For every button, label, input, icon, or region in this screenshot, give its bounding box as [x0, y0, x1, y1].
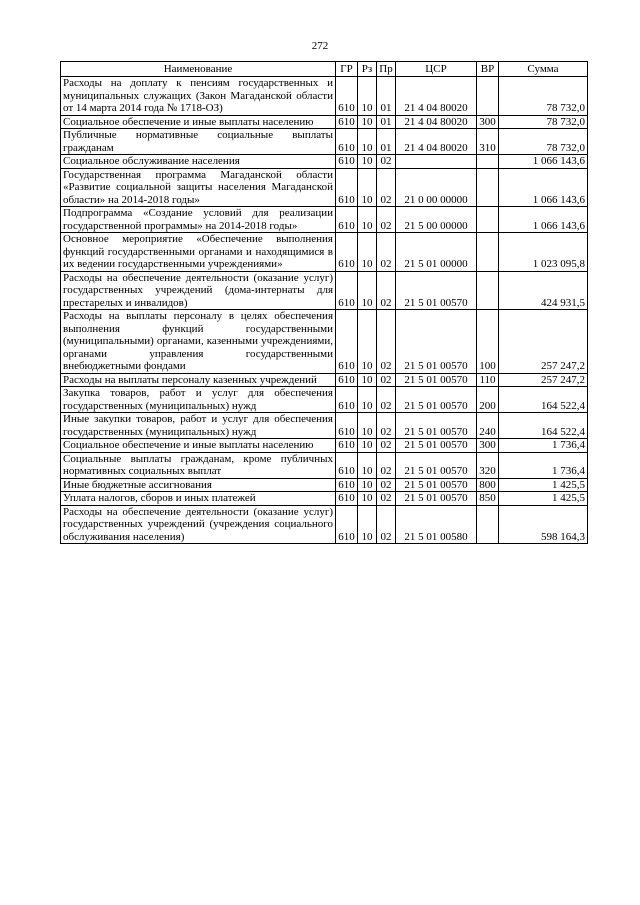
- cell-sum: 257 247,2: [499, 310, 588, 374]
- header-rz: Рз: [358, 62, 377, 77]
- cell-pr: 02: [377, 452, 396, 478]
- cell-csr: 21 4 04 80020: [396, 129, 477, 155]
- table-row: [61, 155, 588, 169]
- cell-gr: 610: [336, 505, 358, 544]
- cell-csr: 21 5 01 00580: [396, 505, 477, 544]
- cell-csr: 21 5 01 00000: [396, 233, 477, 272]
- cell-pr: 02: [377, 168, 396, 207]
- cell-csr: 21 0 00 00000: [396, 168, 477, 207]
- table-row: [61, 233, 588, 272]
- cell-name: Публичные нормативные социальные выплаты гражданам: [61, 129, 336, 155]
- header-name: Наименование: [61, 62, 336, 77]
- cell-gr: 610: [336, 271, 358, 310]
- cell-sum: 1 736,4: [499, 439, 588, 453]
- cell-gr: 610: [336, 310, 358, 374]
- cell-sum: 598 164,3: [499, 505, 588, 544]
- cell-vr: 850: [477, 492, 499, 506]
- cell-vr: [477, 155, 499, 169]
- cell-rz: 10: [358, 492, 377, 506]
- cell-gr: 610: [336, 413, 358, 439]
- cell-csr: 21 5 01 00570: [396, 492, 477, 506]
- cell-name: Социальное обслуживание населения: [61, 155, 336, 169]
- table-row: [61, 129, 588, 155]
- cell-name: Расходы на доплату к пенсиям государственных и муниципальных служащих (Закон Магаданской области от 14 марта 2014 года № 1718-ОЗ): [61, 77, 336, 116]
- table-row: [61, 505, 588, 544]
- cell-pr: 01: [377, 129, 396, 155]
- cell-sum: 1 066 143,6: [499, 207, 588, 233]
- cell-gr: 610: [336, 439, 358, 453]
- cell-name: Социальные выплаты гражданам, кроме публичных нормативных социальных выплат: [61, 452, 336, 478]
- cell-sum: 164 522,4: [499, 413, 588, 439]
- cell-gr: 610: [336, 233, 358, 272]
- cell-pr: 02: [377, 505, 396, 544]
- cell-gr: 610: [336, 492, 358, 506]
- cell-rz: 10: [358, 207, 377, 233]
- cell-pr: 02: [377, 207, 396, 233]
- cell-rz: 10: [358, 373, 377, 387]
- cell-pr: 02: [377, 271, 396, 310]
- cell-gr: 610: [336, 387, 358, 413]
- cell-pr: 02: [377, 373, 396, 387]
- cell-sum: 1 425,5: [499, 478, 588, 492]
- cell-vr: 110: [477, 373, 499, 387]
- cell-pr: 01: [377, 77, 396, 116]
- cell-name: Иные закупки товаров, работ и услуг для обеспечения государственных (муниципальных) нужд: [61, 413, 336, 439]
- cell-rz: 10: [358, 129, 377, 155]
- cell-csr: 21 5 01 00570: [396, 439, 477, 453]
- cell-vr: [477, 77, 499, 116]
- cell-csr: 21 5 01 00570: [396, 478, 477, 492]
- cell-vr: 240: [477, 413, 499, 439]
- cell-pr: 02: [377, 492, 396, 506]
- cell-sum: 164 522,4: [499, 387, 588, 413]
- cell-rz: 10: [358, 115, 377, 129]
- table-row: [61, 207, 588, 233]
- cell-csr: 21 5 01 00570: [396, 387, 477, 413]
- cell-name: Государственная программа Магаданской области «Развитие социальной защиты населения Магаданской области» на 2014-2018 годы»: [61, 168, 336, 207]
- table-body: [61, 77, 588, 544]
- cell-sum: 1 736,4: [499, 452, 588, 478]
- budget-table: [60, 61, 588, 544]
- cell-sum: 424 931,5: [499, 271, 588, 310]
- cell-vr: 310: [477, 129, 499, 155]
- table-row: [61, 115, 588, 129]
- cell-gr: 610: [336, 129, 358, 155]
- cell-name: Уплата налогов, сборов и иных платежей: [61, 492, 336, 506]
- cell-gr: 610: [336, 478, 358, 492]
- cell-pr: 02: [377, 233, 396, 272]
- page-number: 272: [311, 40, 329, 52]
- cell-csr: 21 5 01 00570: [396, 373, 477, 387]
- cell-vr: [477, 168, 499, 207]
- cell-name: Иные бюджетные ассигнования: [61, 478, 336, 492]
- cell-gr: 610: [336, 452, 358, 478]
- table-row: [61, 271, 588, 310]
- cell-name: Расходы на выплаты персоналу в целях обеспечения выполнения функций государственными (муниципальными) органами, казенными учреждениями, органами управления государственными внебюджетными фондами: [61, 310, 336, 374]
- cell-vr: 100: [477, 310, 499, 374]
- table-row: [61, 413, 588, 439]
- cell-sum: 78 732,0: [499, 115, 588, 129]
- table-row: [61, 168, 588, 207]
- cell-csr: 21 5 01 00570: [396, 413, 477, 439]
- cell-csr: 21 5 01 00570: [396, 452, 477, 478]
- cell-vr: 320: [477, 452, 499, 478]
- header-row: [61, 62, 588, 77]
- table-row: [61, 387, 588, 413]
- cell-name: Расходы на обеспечение деятельности (оказание услуг) государственных учреждений (учреждения социального обслуживания населения): [61, 505, 336, 544]
- table-row: [61, 77, 588, 116]
- cell-rz: 10: [358, 155, 377, 169]
- header-pr: Пр: [377, 62, 396, 77]
- cell-gr: 610: [336, 373, 358, 387]
- cell-pr: 02: [377, 155, 396, 169]
- cell-csr: 21 5 01 00570: [396, 310, 477, 374]
- table-row: [61, 452, 588, 478]
- table-row: [61, 478, 588, 492]
- cell-gr: 610: [336, 77, 358, 116]
- header-gr: ГР: [336, 62, 358, 77]
- cell-csr: [396, 155, 477, 169]
- cell-pr: 02: [377, 387, 396, 413]
- table-row: [61, 492, 588, 506]
- cell-vr: [477, 207, 499, 233]
- cell-name: Закупка товаров, работ и услуг для обеспечения государственных (муниципальных) нужд: [61, 387, 336, 413]
- cell-name: Расходы на обеспечение деятельности (оказание услуг) государственных учреждений (дома-интернаты для престарелых и инвалидов): [61, 271, 336, 310]
- table-row: [61, 373, 588, 387]
- cell-pr: 02: [377, 478, 396, 492]
- cell-pr: 02: [377, 413, 396, 439]
- cell-sum: 78 732,0: [499, 129, 588, 155]
- cell-rz: 10: [358, 439, 377, 453]
- cell-rz: 10: [358, 413, 377, 439]
- table-row: [61, 439, 588, 453]
- cell-gr: 610: [336, 115, 358, 129]
- cell-name: Расходы на выплаты персоналу казенных учреждений: [61, 373, 336, 387]
- cell-gr: 610: [336, 207, 358, 233]
- header-vr: ВР: [477, 62, 499, 77]
- cell-name: Социальное обеспечение и иные выплаты населению: [61, 439, 336, 453]
- cell-csr: 21 4 04 80020: [396, 115, 477, 129]
- cell-csr: 21 5 01 00570: [396, 271, 477, 310]
- cell-name: Подпрограмма «Создание условий для реализации государственной программы» на 2014-2018 годы»: [61, 207, 336, 233]
- cell-vr: 300: [477, 115, 499, 129]
- cell-csr: 21 5 00 00000: [396, 207, 477, 233]
- cell-vr: 300: [477, 439, 499, 453]
- cell-pr: 02: [377, 310, 396, 374]
- cell-name: Основное мероприятие «Обеспечение выполнения функций государственными органами и находящимися в их ведении государственными учреждениями»: [61, 233, 336, 272]
- cell-sum: 78 732,0: [499, 77, 588, 116]
- cell-vr: [477, 505, 499, 544]
- cell-sum: 1 425,5: [499, 492, 588, 506]
- cell-vr: [477, 271, 499, 310]
- cell-vr: [477, 233, 499, 272]
- cell-sum: 1 066 143,6: [499, 155, 588, 169]
- cell-sum: 1 023 095,8: [499, 233, 588, 272]
- header-csr: ЦСР: [396, 62, 477, 77]
- cell-rz: 10: [358, 452, 377, 478]
- cell-gr: 610: [336, 168, 358, 207]
- cell-sum: 1 066 143,6: [499, 168, 588, 207]
- cell-sum: 257 247,2: [499, 373, 588, 387]
- cell-pr: 02: [377, 439, 396, 453]
- cell-gr: 610: [336, 155, 358, 169]
- cell-vr: 800: [477, 478, 499, 492]
- cell-rz: 10: [358, 233, 377, 272]
- cell-rz: 10: [358, 168, 377, 207]
- cell-rz: 10: [358, 271, 377, 310]
- cell-rz: 10: [358, 77, 377, 116]
- header-sum: Сумма: [499, 62, 588, 77]
- cell-vr: 200: [477, 387, 499, 413]
- cell-pr: 01: [377, 115, 396, 129]
- cell-rz: 10: [358, 478, 377, 492]
- cell-rz: 10: [358, 505, 377, 544]
- cell-csr: 21 4 04 80020: [396, 77, 477, 116]
- table-row: [61, 310, 588, 374]
- cell-rz: 10: [358, 387, 377, 413]
- cell-rz: 10: [358, 310, 377, 374]
- cell-name: Социальное обеспечение и иные выплаты населению: [61, 115, 336, 129]
